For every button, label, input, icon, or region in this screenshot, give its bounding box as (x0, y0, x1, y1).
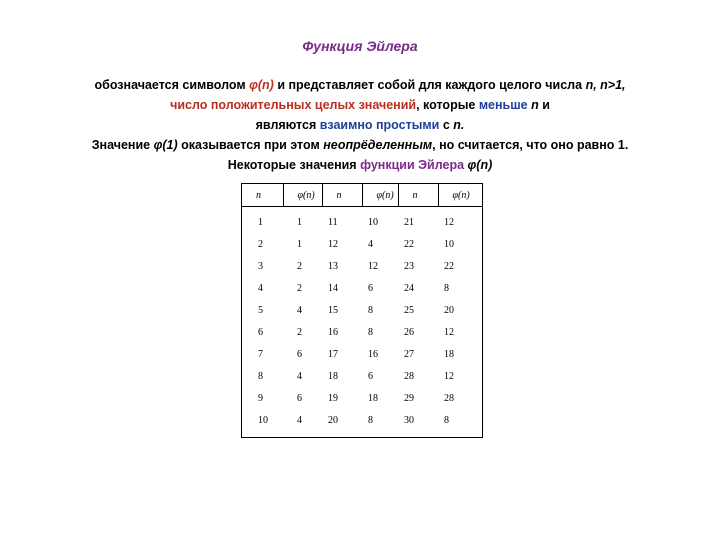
n-symbol: n (527, 98, 543, 112)
table-cell: 4 (297, 370, 302, 382)
table-cell: 10 (444, 238, 454, 250)
table-cell: 6 (297, 392, 302, 404)
phi-n-symbol: φ(n) (249, 78, 274, 92)
table-row (242, 255, 483, 277)
table-cell: 2 (297, 326, 302, 338)
text: являются (255, 118, 320, 132)
table-cell: 4 (297, 414, 302, 426)
table-cell: 1 (297, 216, 302, 228)
table-cell: 17 (328, 348, 338, 360)
table-cell: 28 (444, 392, 454, 404)
table-cell: 7 (258, 348, 263, 360)
table-cell: 2 (258, 238, 263, 250)
table-cell: 10 (258, 414, 268, 426)
page-title: Функция Эйлера (302, 38, 418, 54)
column-header: φ(n) (362, 184, 398, 207)
table-cell: 30 (404, 414, 414, 426)
table-cell: 8 (444, 414, 449, 426)
text: Значение (91, 138, 154, 152)
table-cell: 26 (404, 326, 414, 338)
text: с (439, 118, 454, 132)
highlight-euler-function: функции Эйлера (360, 158, 465, 172)
table-cell: 2 (297, 282, 302, 294)
table-cell: 8 (368, 304, 373, 316)
table-cell: 13 (328, 260, 338, 272)
table-cell: 9 (258, 392, 263, 404)
table-cell: 29 (404, 392, 414, 404)
table-cell: 11 (328, 216, 338, 228)
text: оказывается при этом (177, 138, 324, 152)
definition-line-2 (20, 95, 700, 115)
table-cell: 28 (404, 370, 414, 382)
definition-line-1 (20, 75, 700, 95)
table-cell: 8 (258, 370, 263, 382)
table-cell: 20 (444, 304, 454, 316)
table-cell: 25 (404, 304, 414, 316)
table-row (242, 409, 483, 438)
table-cell: 6 (368, 282, 373, 294)
table-cell: 15 (328, 304, 338, 316)
highlight-positive-values: число положительных целых значений (170, 98, 417, 112)
table-cell: 6 (258, 326, 263, 338)
table-row (242, 233, 483, 255)
table-cell: 21 (404, 216, 414, 228)
definition-paragraph (20, 75, 700, 155)
column-header: n (242, 184, 284, 207)
table-row (242, 343, 483, 365)
n-condition: n, n>1, (585, 78, 626, 92)
column-header: φ(n) (283, 184, 322, 207)
table-caption (20, 155, 700, 175)
undefined-word: неопрёделенным (323, 138, 433, 152)
table-cell: 4 (297, 304, 302, 316)
text: Некоторые значения (227, 158, 361, 172)
text: обозначается символом (94, 78, 250, 92)
table-cell: 12 (368, 260, 378, 272)
table-row (242, 277, 483, 299)
highlight-coprime: взаимно простыми (319, 118, 440, 132)
table-cell: 8 (368, 326, 373, 338)
table-cell: 4 (368, 238, 373, 250)
table-cell: 12 (444, 326, 454, 338)
table-cell: 5 (258, 304, 263, 316)
table-cell: 12 (328, 238, 338, 250)
table-cell: 18 (444, 348, 454, 360)
table-cell: 18 (368, 392, 378, 404)
definition-line-3 (20, 115, 700, 135)
phi-n-symbol: φ(n) (464, 158, 493, 172)
table-cell: 12 (444, 370, 454, 382)
table-cell: 14 (328, 282, 338, 294)
euler-values-table (241, 183, 483, 438)
table-row (242, 207, 483, 234)
definition-line-4 (20, 135, 700, 155)
table-cell: 24 (404, 282, 414, 294)
table-cell: 27 (404, 348, 414, 360)
column-header: n (398, 184, 438, 207)
column-header: φ(n) (438, 184, 483, 207)
table-cell: 4 (258, 282, 263, 294)
table-cell: 23 (404, 260, 414, 272)
phi-1-symbol: φ(1) (153, 138, 178, 152)
column-header: n (322, 184, 362, 207)
text: и (542, 98, 550, 112)
table-cell: 10 (368, 216, 378, 228)
table-cell: 2 (297, 260, 302, 272)
table-row (242, 387, 483, 409)
table-cell: 6 (297, 348, 302, 360)
table-cell: 3 (258, 260, 263, 272)
table-cell: 18 (328, 370, 338, 382)
table-row (242, 321, 483, 343)
table-cell: 1 (258, 216, 263, 228)
text: и представляет собой для каждого целого числа (273, 78, 586, 92)
table-cell: 6 (368, 370, 373, 382)
text: , которые (416, 98, 479, 112)
table-cell: 12 (444, 216, 454, 228)
highlight-less: меньше (478, 98, 528, 112)
table-cell: 20 (328, 414, 338, 426)
table-cell: 22 (404, 238, 414, 250)
table-cell: 19 (328, 392, 338, 404)
table-row (242, 299, 483, 321)
table-cell: 8 (444, 282, 449, 294)
text: , но считается, что оно равно 1. (432, 138, 629, 152)
n-symbol: n. (453, 118, 465, 132)
table-row (242, 365, 483, 387)
table-cell: 1 (297, 238, 302, 250)
table-cell: 22 (444, 260, 454, 272)
table-header-row (242, 184, 483, 207)
table-cell: 16 (328, 326, 338, 338)
table-cell: 16 (368, 348, 378, 360)
table-cell: 8 (368, 414, 373, 426)
